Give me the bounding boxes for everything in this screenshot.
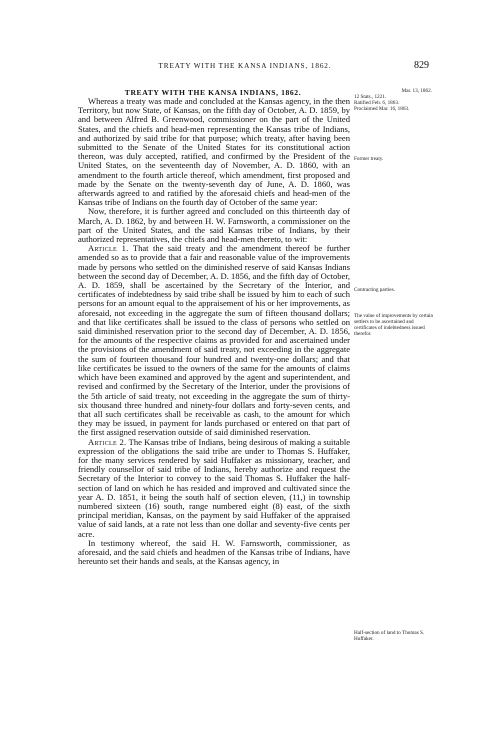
paragraph-testimony: In testimony whereof, the said H. W. Farnsworth, commissioner, as aforesaid, and the said chiefs and headmen of the Kansas tribe of Indians, have hereunto set their hands and seals, at the Kansas agency, in (78, 537, 350, 567)
paragraph-article-2 (78, 438, 350, 539)
margin-note-stat: 12 Stats., 1221. (354, 94, 387, 100)
running-head (0, 62, 479, 76)
article-2-label: Article 2. (88, 436, 127, 447)
running-title: TREATY WITH THE KANSA INDIANS, 1862. (158, 62, 332, 70)
margin-note-dates (354, 88, 434, 112)
margin-note-value-improvements: The value of improvements by certain settlers to be ascertained and certificates of indebtedness issued therefor. (354, 313, 434, 337)
margin-note-former-treaty: Former treaty. (354, 156, 384, 162)
margin-note-date: Mar. 13, 1862. (401, 88, 432, 94)
paragraph-now-therefore: Now, therefore, it is further agreed and concluded on this thirteenth day of March, A. D. 1862, by and between H. W. Farnsworth, a commissioner on the part of the United States, and the said Kansas tribe of Indians, by their authorized representatives, the chiefs and head-men thereto, to wit: (78, 206, 350, 245)
margin-note-proclaimed: Proclaimed Mar. 16, 1863. (354, 106, 410, 112)
body-text (78, 97, 350, 566)
margin-note-half-section: Half-section of land to Thomas S. Huffaker. (354, 630, 425, 642)
article-2-text: The Kansas tribe of Indians, being desirous of making a suitable expression of the obligations the said tribe are under to Thomas S. Huffaker, for the many services rendered by said Huffaker as missionary, teacher, and friendly counsellor of said tribe of Indians, hereby authorize and request the Secretary of the Interior to convey to the said Thomas S. Huffaker the half-section of land on which he has resided and improved and cultivated since the year A. D. 1851, it being the south half of section eleven, (11,) in township numbered sixteen (16) south, range numbered eight (8) east, of the sixth principal meridian, Kansas, on the payment by said Huffaker of the appraised value of said lands, at a rate not less than one dollar and seventy-five cents per acre. (78, 436, 351, 539)
article-1-text: That the said treaty and the amendment thereof be further amended so as to provide that a fair and reasonable value of the improvements made by persons who settled on the diminished reserve of said Kansas Indians between the second day of December, A. D. 1856, and the fifth day of October, A. D. 1859, shall be ascertained by the Secretary of the Interior, and certificates of indebtedness by said tribe shall be issued by him to each of such persons for an amount equal to the appraisement of his or her improvements, as aforesaid, not exceeding in the aggregate the sum of fifteen thousand dollars; and that like certificates shall be issued to the class of persons who settled on said diminished reservation prior to the second day of December, A. D. 1856, for the amounts of the respective claims as provided for and ascertained under the provisions of the amendment of said treaty, not exceeding in the aggregate the sum of fourteen thousand four hundred and twenty-one dollars; and that like certificates be issued to the owners of the same for the amounts of claims which have been examined and approved by the agent and superintendent, and revised and confirmed by the Secretary of the Interior, under the provisions of the 5th article of said treaty, not exceeding in the aggregate the sum of thirty-six thousand three hundred and ninety-four dollars and forty-seven cents, and that all such certificates shall be receivable as cash, to the amount for which they may be issued, in payment for lands purchased or entered on that part of the first assigned reservation outside of said diminished reservation. (78, 243, 351, 438)
margin-note-contracting-parties: Contracting parties. (354, 287, 395, 293)
document-title: TREATY WITH THE KANSA INDIANS, 1862. (124, 88, 302, 97)
page-number: 829 (414, 60, 429, 71)
article-1-label: Article 1. (88, 243, 129, 254)
paragraph-article-1 (78, 244, 350, 437)
paragraph-whereas: Whereas a treaty was made and concluded at the Kansas agency, in the then Territory, but now State, of Kansas, on the fifth day of October, A. D. 1859, by and between Alfred B. Greenwood, commissioner on the part of the United States, and the chiefs and head-men representing the Kansas tribe of Indians, and authorized by said tribe for that purpose; which treaty, after having been submitted to the Senate of the United States for its constitutional action thereon, was duly accepted, ratified, and confirmed by the President of the United States, on the seventeenth day of November, A. D. 1860, with an amendment to the fourth article thereof, which amendment, first proposed and made by the Senate on the twenty-seventh day of June, A. D. 1860, was afterwards agreed to and ratified by the aforesaid chiefs and head-men of the Kansas tribe of Indians on the fourth day of October of the same year: (78, 96, 350, 208)
margin-note-ratified: Ratified Feb. 6, 1863. (354, 100, 400, 106)
